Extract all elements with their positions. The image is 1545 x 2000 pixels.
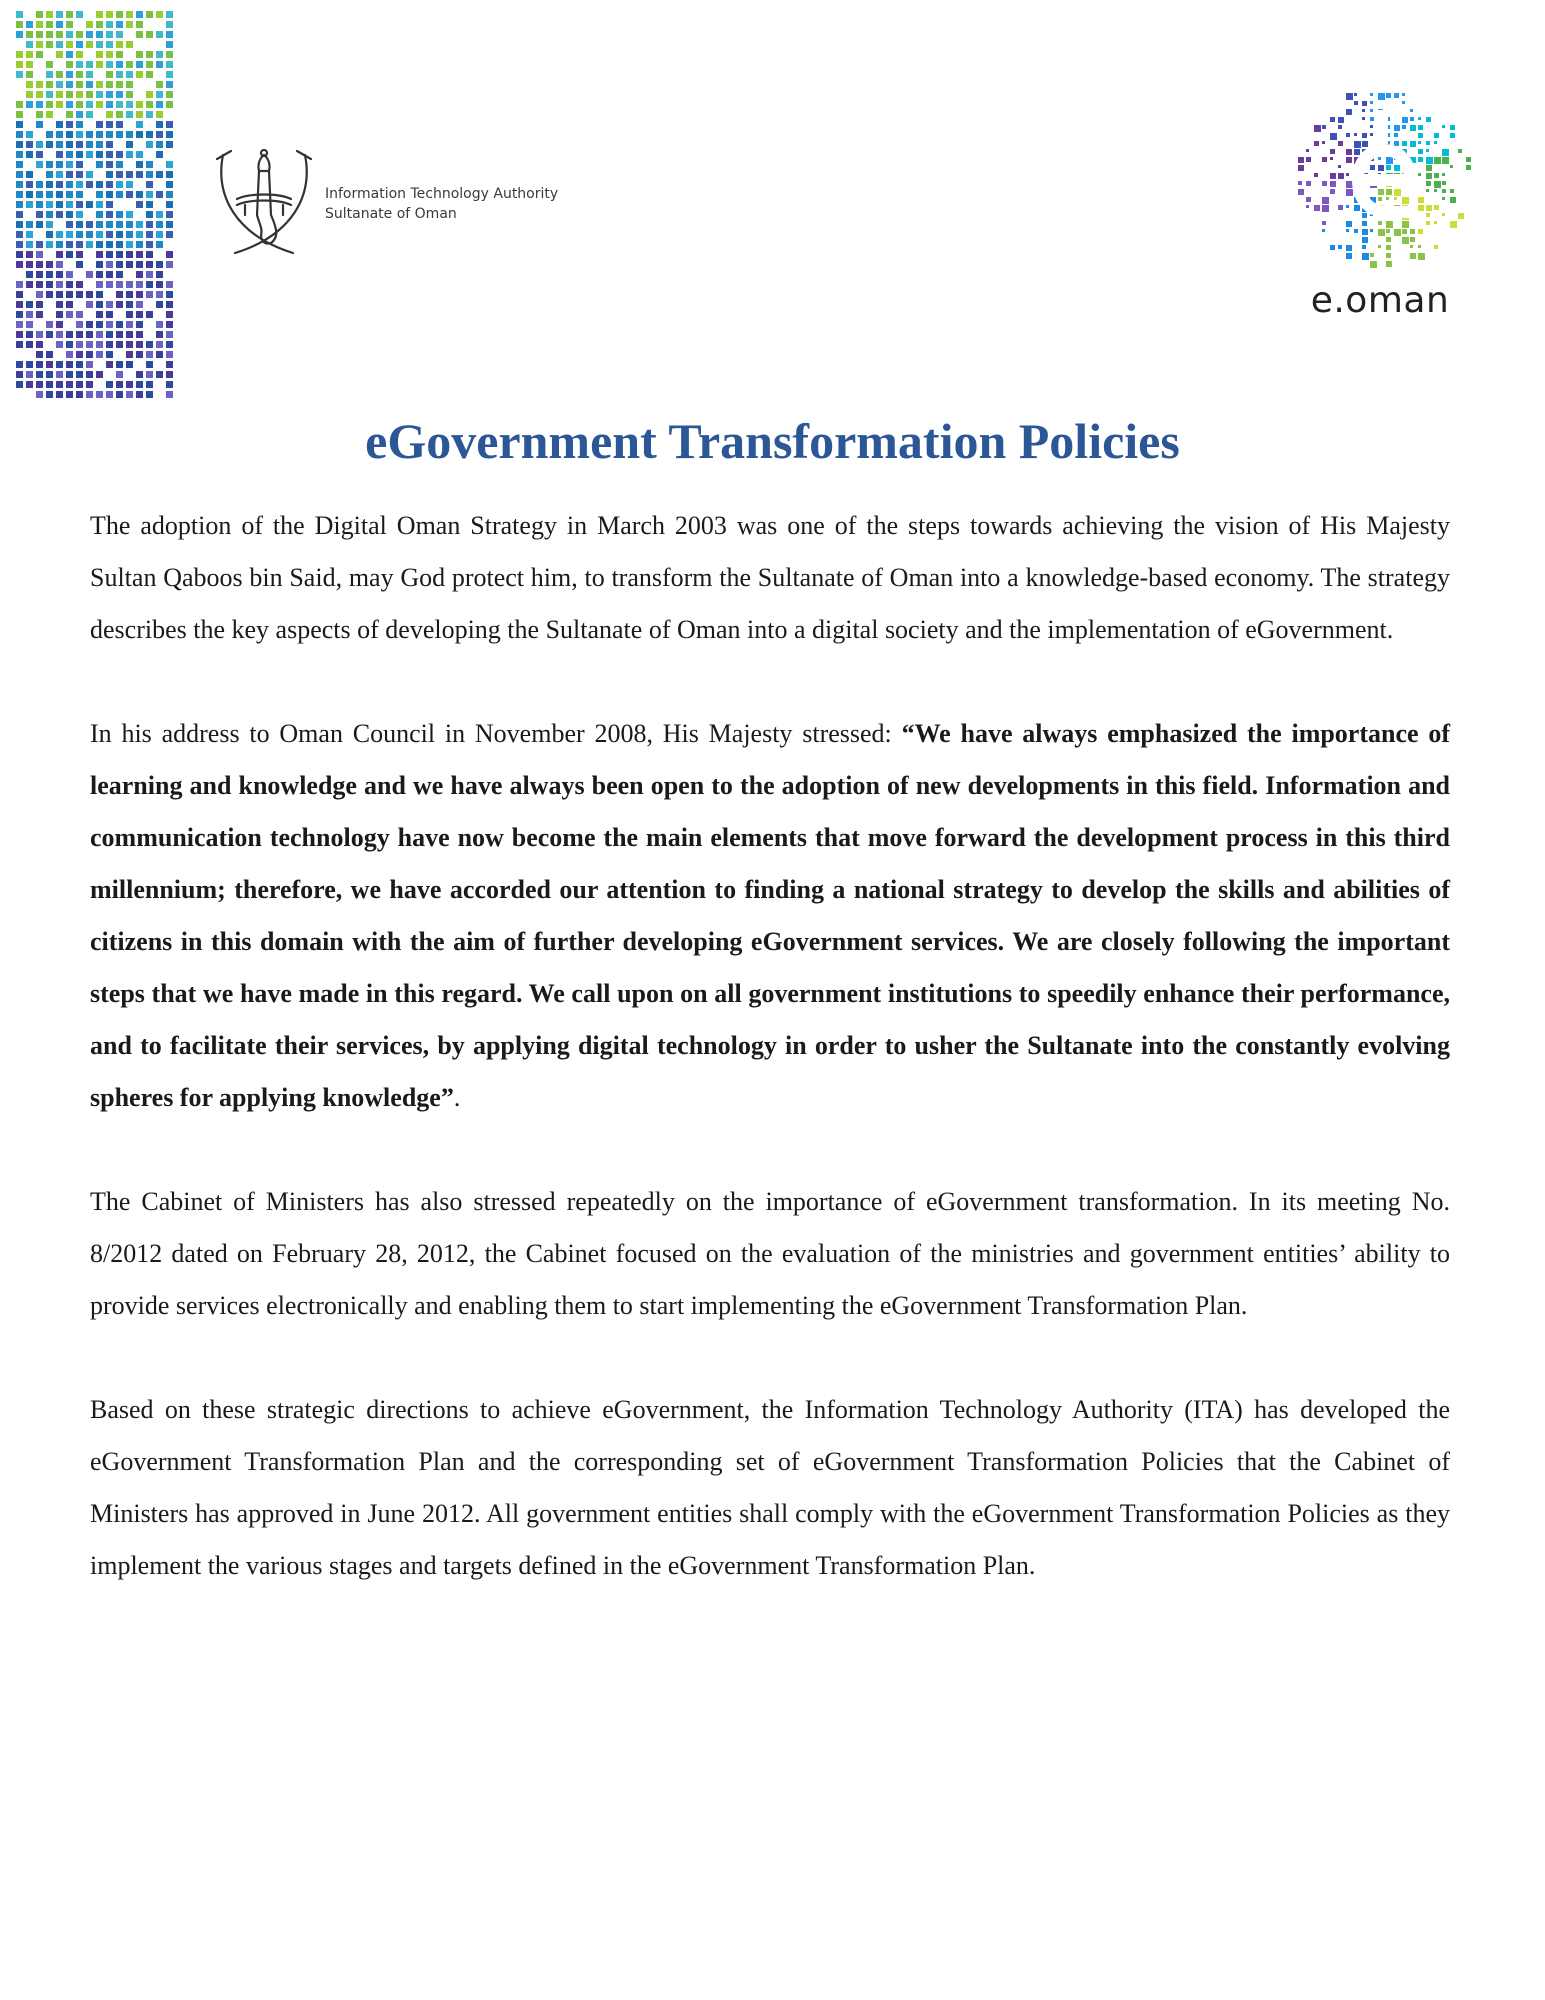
paragraph-digital-oman-strategy: The adoption of the Digital Oman Strategy in March 2003 was one of the steps towards achieving the vision of His Majesty Sultan Qaboos bin Said, may God protect him, to transform the Sultanate of Oman into a knowledge-based economy. The strategy describes the key aspects of developing the Sultanate of Oman into a digital society and the implementation of eGovernment. bbox=[90, 511, 1450, 644]
address-quote: “We have always emphasized the importance of learning and knowledge and we have always been open to the adoption of new developments in this field. Information and communication technology have now become the main elements that move forward the development process in this third millennium; therefore, we have accorded our attention to finding a national strategy to develop the skills and abilities of citizens in this domain with the aim of further developing eGovernment services. We are closely following the important steps that we have made in this regard. We call upon on all government institutions to speedily enhance their performance, and to facilitate their services, by applying digital technology in order to usher the Sultanate into the constantly evolving spheres for applying knowledge” bbox=[90, 719, 1451, 1112]
eoman-wordmark: e.oman bbox=[1310, 280, 1450, 321]
paragraph-cabinet-meeting: The Cabinet of Ministers has also stressed repeatedly on the importance of eGovernment transformation. In its meeting No. 8/2012 dated on February 28, 2012, the Cabinet focused on the evaluation of the ministries and government entities’ ability to provide services electronically and enabling them to start implementing the eGovernment Transformation Plan. bbox=[90, 1187, 1450, 1320]
ita-country: Sultanate of Oman bbox=[325, 206, 457, 222]
document-body bbox=[90, 500, 1450, 1644]
ita-organization-label bbox=[325, 184, 558, 224]
paragraph-ita-plan: Based on these strategic directions to achieve eGovernment, the Information Technology Authority (ITA) has developed the eGovernment Transformation Plan and the corresponding set of eGovernment Transformation Policies that the Cabinet of Ministers has approved in June 2012. All government entities shall comply with the eGovernment Transformation Policies as they implement the various stages and targets defined in the eGovernment Transformation Plan. bbox=[90, 1395, 1450, 1580]
oman-national-emblem-icon bbox=[205, 145, 323, 263]
paragraph-his-majesty-address bbox=[90, 708, 1450, 1124]
eoman-pixel-logo-icon bbox=[1270, 80, 1490, 280]
pixel-mosaic-pattern-icon bbox=[15, 10, 173, 398]
ita-name: Information Technology Authority bbox=[325, 186, 559, 202]
eoman-logo bbox=[1270, 80, 1490, 330]
address-intro: In his address to Oman Council in November 2008, His Majesty stressed: bbox=[90, 719, 902, 748]
address-end: . bbox=[453, 1083, 461, 1112]
page-title: eGovernment Transformation Policies bbox=[365, 413, 1180, 469]
